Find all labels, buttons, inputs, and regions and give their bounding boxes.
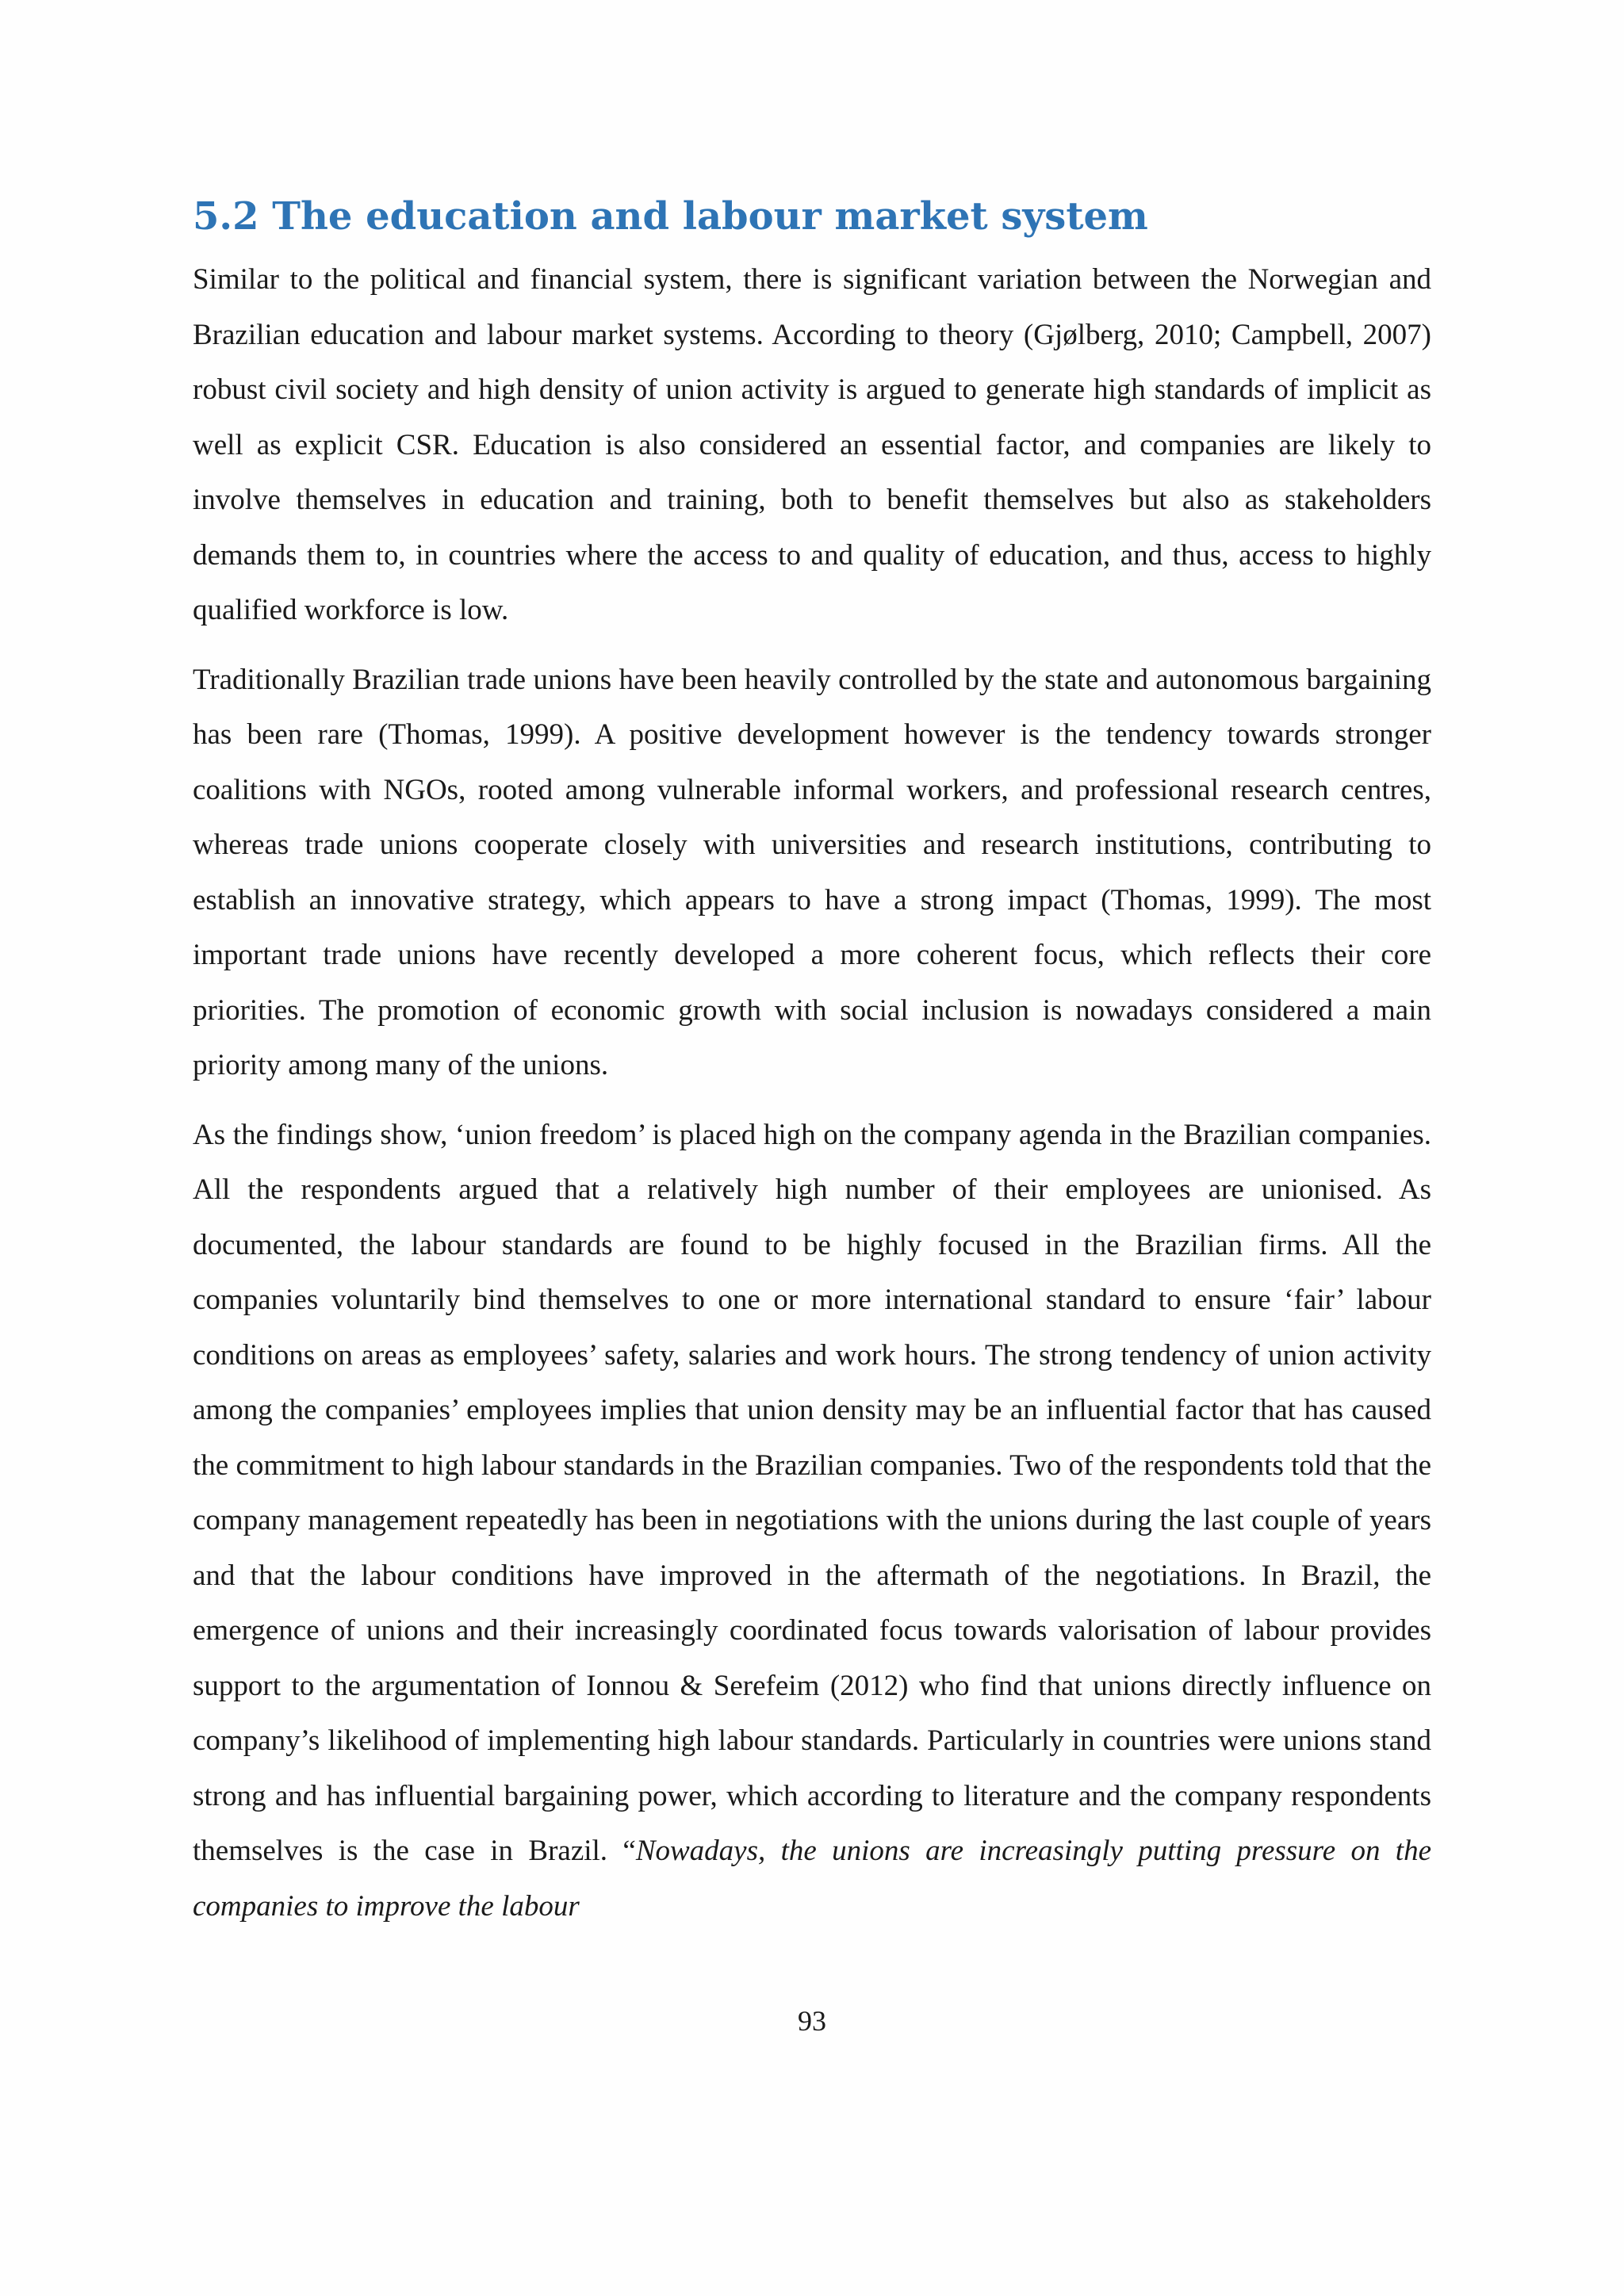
paragraph-2: Traditionally Brazilian trade unions have been heavily controlled by the state and autonomous bargaining has been rare (Thomas, 1999). A positive development however is the tendency towards stronger coalitions with NGOs, rooted among vulnerable informal workers, and professional research centres, whereas trade unions cooperate closely with universities and research institutions, contributing to establish an innovative strategy, which appears to have a strong impact (Thomas, 1999). The most important trade unions have recently developed a more coherent focus, which reflects their core priorities. The promotion of economic growth with social inclusion is nowadays considered a main priority among many of the unions. <box>193 663 1431 1081</box>
section-heading: 5.2 The education and labour market system <box>193 194 1148 239</box>
page-number: 93 <box>798 2005 826 2037</box>
paragraph-3 <box>193 1108 1431 1934</box>
paragraph-1: Similar to the political and financial system, there is significant variation between the Norwegian and Brazilian education and labour market systems. According to theory (Gjølberg, 2010; Campbell, 2007) robust civil society and high density of union activity is argued to generate high standards of implicit as well as explicit CSR. Education is also considered an essential factor, and companies are likely to involve themselves in education and training, both to benefit themselves but also as stakeholders demands them to, in countries where the access to and quality of education, and thus, access to highly qualified workforce is low. <box>193 263 1431 626</box>
page-content <box>193 189 1431 1948</box>
paragraph-3-text: As the findings show, ‘union freedom’ is placed high on the company agenda in the Brazilian companies. All the respondents argued that a relatively high number of their employees are unionised. As documented, the labour standards are found to be highly focused in the Brazilian firms. All the companies voluntarily bind themselves to one or more international standard to ensure ‘fair’ labour conditions on areas as employees’ safety, salaries and work hours. The strong tendency of union activity among the companies’ employees implies that union density may be an influential factor that has caused the commitment to high labour standards in the Brazilian companies. Two of the respondents told that the company management repeatedly has been in negotiations with the unions during the last couple of years and that the labour conditions have improved in the aftermath of the negotiations. In Brazil, the emergence of unions and their increasingly coordinated focus towards valorisation of labour provides support to the argumentation of Ionnou & Serefeim (2012) who find that unions directly influence on company’s likelihood of implementing high labour standards. Particularly in countries were unions stand strong and has influential bargaining power, which according to literature and the company respondents themselves is the case in Brazil. “ <box>193 1118 1431 1867</box>
paragraph-3-quote: Nowadays, the unions are increasingly putting pressure on the companies to improve the labour <box>193 1835 1431 1923</box>
